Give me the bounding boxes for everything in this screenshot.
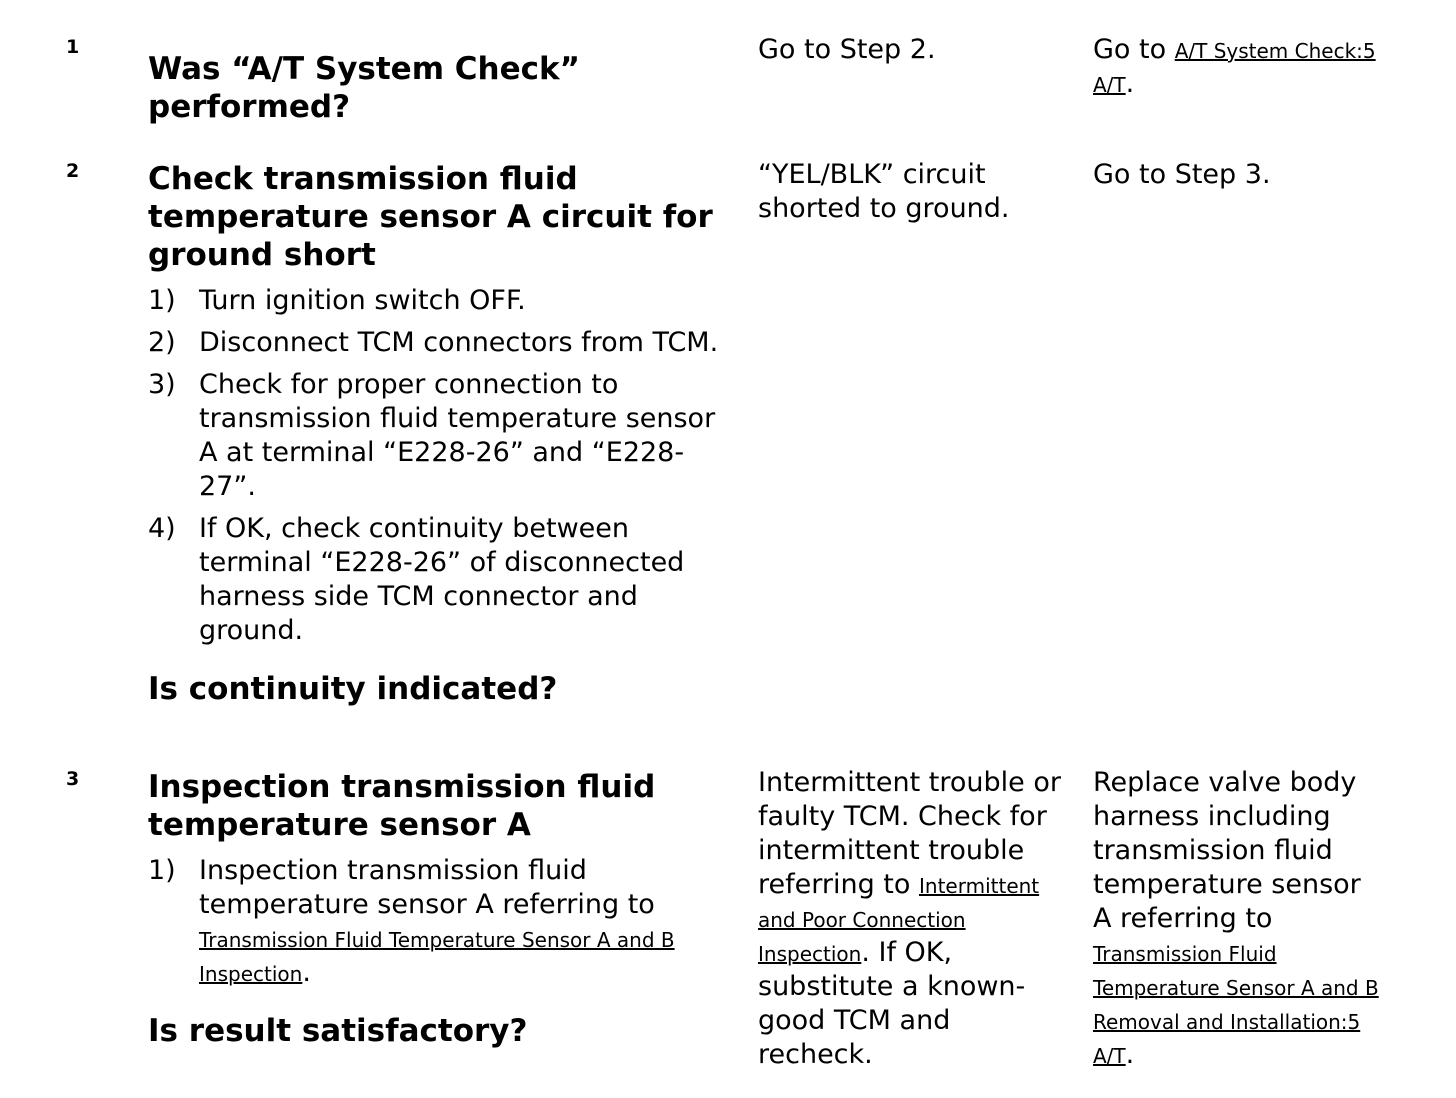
substep	[148, 284, 728, 318]
step-number: 1	[66, 36, 80, 58]
substep-list	[148, 284, 728, 648]
substep-number: 1)	[148, 855, 176, 886]
step-question	[148, 50, 668, 126]
link-at-system-check[interactable]: A/T System Check:5 A/T	[1093, 39, 1376, 97]
substep-number: 3)	[148, 369, 176, 400]
no-cell	[1093, 766, 1383, 1072]
yes-text: Intermittent trouble or faulty TCM. Check for intermittent trouble referring to	[758, 767, 1061, 900]
link-sensor-inspection[interactable]: Transmission Fluid Temperature Sensor A and B Inspection	[199, 928, 675, 986]
substep-number: 2)	[148, 327, 176, 358]
no-text: Go to	[1093, 34, 1175, 65]
no-cell	[1093, 33, 1393, 101]
substep	[148, 512, 728, 648]
no-text: Replace valve body harness including transmission fluid temperature sensor A referring to	[1093, 767, 1361, 934]
substep-text: Check for proper connection to transmission fluid temperature sensor A at terminal “E228-26” and “E228-27”.	[199, 369, 716, 502]
no-suffix: .	[1125, 1039, 1135, 1070]
action-title: Inspection transmission fluid temperature sensor A	[148, 769, 656, 843]
substep-text: Disconnect TCM connectors from TCM.	[199, 327, 719, 358]
step-action	[148, 160, 728, 708]
substep-number: 1)	[148, 285, 176, 316]
substep-list	[148, 854, 728, 990]
substep-text: If OK, check continuity between terminal “E228-26” of disconnected harness side TCM connector and ground.	[199, 513, 685, 646]
substep-suffix: .	[302, 957, 311, 988]
yes-cell: “YEL/BLK” circuit shorted to ground.	[758, 159, 1010, 224]
question-text: Is result satisfactory?	[148, 1013, 528, 1049]
no-cell: Go to Step 3.	[1093, 159, 1271, 190]
link-intermittent-inspection[interactable]: Intermittent and Poor Connection Inspection	[758, 874, 1040, 966]
substep-text: Inspection transmission fluid temperature sensor A referring to	[199, 855, 655, 920]
step-number: 2	[66, 160, 80, 182]
question-text: Is continuity indicated?	[148, 671, 558, 707]
yes-cell	[758, 766, 1068, 1072]
no-suffix: .	[1125, 68, 1135, 99]
link-sensor-removal[interactable]: Transmission Fluid Temperature Sensor A and B Removal and Installation:5 A/T	[1093, 942, 1379, 1068]
substep-number: 4)	[148, 513, 176, 544]
yes-cell: Go to Step 2.	[758, 34, 936, 65]
substep	[148, 326, 728, 360]
yes-text-2: . If OK, substitute a known-good TCM and recheck.	[758, 937, 1026, 1070]
action-title: Check transmission fluid temperature sensor A circuit for ground short	[148, 161, 713, 273]
step-action	[148, 768, 728, 1050]
substep-text: Turn ignition switch OFF.	[199, 285, 526, 316]
substep	[148, 854, 728, 990]
step-number: 3	[66, 768, 80, 790]
substep	[148, 368, 728, 504]
question-text: Was “A/T System Check” performed?	[148, 51, 581, 125]
